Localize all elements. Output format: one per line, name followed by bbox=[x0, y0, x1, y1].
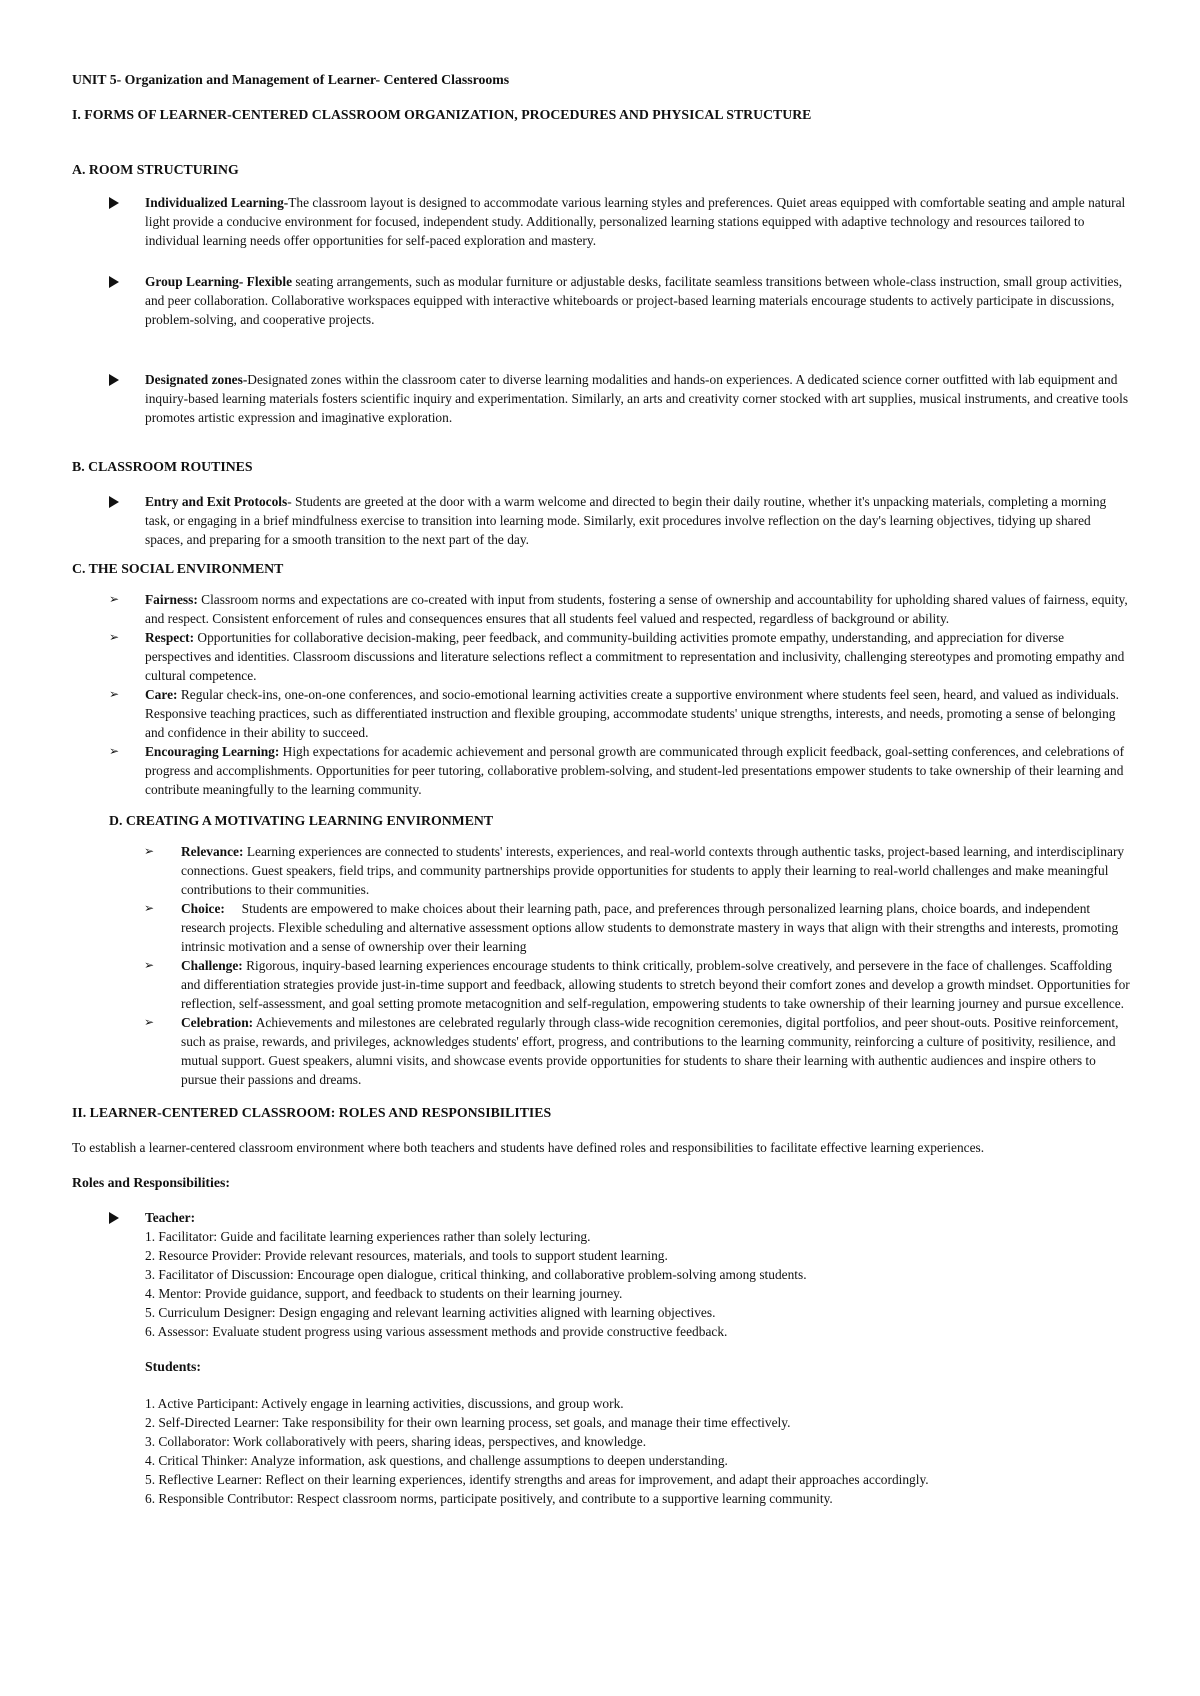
students-heading: Students: bbox=[145, 1359, 201, 1374]
bullet-term: Respect: bbox=[145, 630, 195, 645]
bullet-relevance bbox=[72, 842, 1130, 899]
bullet-fairness bbox=[72, 590, 1130, 628]
bullet-term: Challenge: bbox=[181, 958, 243, 973]
bullet-text: Students are empowered to make choices about their learning path, pace, and preferences through personalized learning plans, choice boards, and independent research projects. Flexible scheduling and alternative assessment options allow students to demonstrate mastery in ways that align with their strengths and interests, promoting intrinsic motivation and a sense of ownership over their learning bbox=[181, 901, 1122, 954]
section-a-title: A. ROOM STRUCTURING bbox=[72, 162, 239, 177]
section-b-title: B. CLASSROOM ROUTINES bbox=[72, 459, 253, 474]
bullet-individualized-learning bbox=[72, 193, 1130, 250]
arrow-bullet-icon bbox=[109, 496, 119, 508]
bullet-term: Care: bbox=[145, 687, 178, 702]
list-item: 1. Facilitator: Guide and facilitate learning experiences rather than solely lecturing. bbox=[145, 1229, 591, 1244]
arrow-bullet-icon bbox=[109, 1212, 119, 1224]
chevron-bullet-icon: ➢ bbox=[109, 687, 120, 701]
list-item: 6. Assessor: Evaluate student progress using various assessment methods and provide constructive feedback. bbox=[145, 1324, 728, 1339]
bullet-term: Individualized Learning- bbox=[145, 195, 289, 210]
bullet-text: Learning experiences are connected to students' interests, experiences, and real-world contexts through authentic tasks, project-based learning, and interdisciplinary connections. Guest speakers, field trips, and community partnerships provide opportunities for students to apply their learning to real-world challenges and make meaningful contributions to their communities. bbox=[181, 844, 1125, 897]
bullet-text: - Students are greeted at the door with a warm welcome and directed to begin their daily routine, whether it's unpacking materials, completing a morning task, or engaging in a brief mindfulness exercise to transition into learning mode. Similarly, exit procedures involve reflection on the day's learning objectives, tidying up shared spaces, and preparing for a smooth transition to the next part of the day. bbox=[145, 494, 1107, 547]
section-d bbox=[72, 811, 1130, 1089]
section-c-title: C. THE SOCIAL ENVIRONMENT bbox=[72, 561, 284, 576]
bullet-challenge bbox=[72, 956, 1130, 1013]
bullet-term: Relevance: bbox=[181, 844, 244, 859]
bullet-text: Achievements and milestones are celebrated regularly through class-wide recognition ceremonies, digital portfolios, and peer shout-outs. Positive reinforcement, such as praise, rewards, and privileges, acknowledges students' effort, progress, and contributions to the learning community, reinforcing a culture of positivity, resilience, and mutual support. Guest speakers, alumni visits, and showcase events provide opportunities for students to share their learning with authentic audiences and inspire others to pursue their passions and dreams. bbox=[181, 1015, 1119, 1087]
chevron-bullet-icon: ➢ bbox=[144, 1015, 155, 1029]
bullet-term: Encouraging Learning: bbox=[145, 744, 280, 759]
section-2-intro: To establish a learner-centered classroom environment where both teachers and students have defined roles and responsibilities to facilitate effective learning experiences. bbox=[72, 1140, 985, 1155]
chevron-bullet-icon: ➢ bbox=[109, 592, 120, 606]
bullet-text: seating arrangements, such as modular furniture or adjustable desks, facilitate seamless transitions between whole-class instruction, small group activities, and peer collaboration. Collaborative workspaces equipped with interactive whiteboards or project-based learning materials encourage students to actively participate in discussions, problem-solving, and cooperative projects. bbox=[145, 274, 1123, 327]
teacher-heading: Teacher: bbox=[145, 1210, 196, 1225]
bullet-entry-exit-protocols bbox=[72, 492, 1130, 549]
bullet-choice bbox=[72, 899, 1130, 956]
chevron-bullet-icon: ➢ bbox=[144, 901, 155, 915]
bullet-text: Classroom norms and expectations are co-created with input from students, fostering a sense of ownership and accountability for upholding shared values of fairness, equity, and respect. Consistent enforcement of rules and consequences ensures that all students feel valued and respected, regardless of background or ability. bbox=[145, 592, 1128, 626]
bullet-text: Opportunities for collaborative decision-making, peer feedback, and community-building activities promote empathy, understanding, and appreciation for diverse perspectives and identities. Classroom discussions and literature selections reflect a commitment to representation and inclusivity, challenging stereotypes and promoting empathy and cultural competence. bbox=[145, 630, 1125, 683]
bullet-term: Choice: bbox=[181, 901, 225, 916]
list-item: 2. Self-Directed Learner: Take responsibility for their own learning process, set goals, and manage their time effectively. bbox=[145, 1415, 791, 1430]
bullet-text: Designated zones within the classroom cater to diverse learning modalities and hands-on experiences. A dedicated science corner outfitted with lab equipment and inquiry-based learning materials fosters scientific inquiry and experimentation. Similarly, an arts and creativity corner stocked with art supplies, musical instruments, and creative tools promotes artistic expression and imaginative exploration. bbox=[145, 372, 1129, 425]
document-page bbox=[72, 70, 1130, 1508]
arrow-bullet-icon bbox=[109, 276, 119, 288]
bullet-encouraging-learning bbox=[72, 742, 1130, 799]
list-item: 3. Collaborator: Work collaboratively with peers, sharing ideas, perspectives, and knowledge. bbox=[145, 1434, 647, 1449]
bullet-text: The classroom layout is designed to accommodate various learning styles and preferences. Quiet areas equipped with comfortable seating and ample natural light provide a conducive environment for focused, independent study. Additionally, personalized learning stations equipped with adaptive technology and resources tailored to individual learning needs offer opportunities for self-paced exploration and mastery. bbox=[145, 195, 1126, 248]
bullet-designated-zones bbox=[72, 370, 1130, 427]
list-item: 3. Facilitator of Discussion: Encourage open dialogue, critical thinking, and collaborative problem-solving among students. bbox=[145, 1267, 807, 1282]
unit-title: UNIT 5- Organization and Management of Learner- Centered Classrooms bbox=[72, 72, 510, 87]
arrow-bullet-icon bbox=[109, 197, 119, 209]
section-d-title: D. CREATING A MOTIVATING LEARNING ENVIRONMENT bbox=[109, 813, 494, 828]
bullet-term: Entry and Exit Protocols bbox=[145, 494, 288, 509]
bullet-text: Regular check-ins, one-on-one conferences, and socio-emotional learning activities create a supportive environment where students feel seen, heard, and valued as individuals. Responsive teaching practices, such as differentiated instruction and flexible grouping, accommodate students' unique strengths, interests, and needs, promoting a sense of belonging and confidence in their ability to succeed. bbox=[145, 687, 1119, 740]
list-item: 5. Curriculum Designer: Design engaging and relevant learning activities aligned with learning objectives. bbox=[145, 1305, 716, 1320]
bullet-term: Fairness: bbox=[145, 592, 198, 607]
chevron-bullet-icon: ➢ bbox=[109, 744, 120, 758]
list-item: 1. Active Participant: Actively engage in learning activities, discussions, and group work. bbox=[145, 1396, 624, 1411]
chevron-bullet-icon: ➢ bbox=[109, 630, 120, 644]
students-list bbox=[72, 1394, 1130, 1508]
section-2-title: II. LEARNER-CENTERED CLASSROOM: ROLES AND RESPONSIBILITIES bbox=[72, 1105, 552, 1120]
bullet-term: Celebration: bbox=[181, 1015, 254, 1030]
bullet-care bbox=[72, 685, 1130, 742]
list-item: 4. Mentor: Provide guidance, support, and feedback to students on their learning journey. bbox=[145, 1286, 623, 1301]
chevron-bullet-icon: ➢ bbox=[144, 958, 155, 972]
list-item: 6. Responsible Contributor: Respect classroom norms, participate positively, and contribute to a supportive learning community. bbox=[145, 1491, 833, 1506]
roles-heading: Roles and Responsibilities: bbox=[72, 1175, 230, 1190]
list-item: 4. Critical Thinker: Analyze information, ask questions, and challenge assumptions to deepen understanding. bbox=[145, 1453, 728, 1468]
section-1-title: I. FORMS OF LEARNER-CENTERED CLASSROOM ORGANIZATION, PROCEDURES AND PHYSICAL STRUCTURE bbox=[72, 107, 812, 122]
arrow-bullet-icon bbox=[109, 374, 119, 386]
bullet-group-learning bbox=[72, 272, 1130, 329]
bullet-celebration bbox=[72, 1013, 1130, 1089]
bullet-text: Rigorous, inquiry-based learning experiences encourage students to think critically, problem-solve creatively, and persevere in the face of challenges. Scaffolding and differentiation strategies provide just-in-time support and feedback, allowing students to stretch beyond their comfort zones and develop a growth mindset. Opportunities for reflection, self-assessment, and goal setting promote metacognition and self-regulation, empowering students to take ownership of their learning journey and pursue excellence. bbox=[181, 958, 1130, 1011]
list-item: 5. Reflective Learner: Reflect on their learning experiences, identify strengths and areas for improvement, and adapt their approaches accordingly. bbox=[145, 1472, 929, 1487]
list-item: 2. Resource Provider: Provide relevant resources, materials, and tools to support student learning. bbox=[145, 1248, 668, 1263]
teacher-list bbox=[72, 1227, 1130, 1341]
chevron-bullet-icon: ➢ bbox=[144, 844, 155, 858]
bullet-text: High expectations for academic achievement and personal growth are communicated through explicit feedback, goal-setting conferences, and celebrations of progress and accomplishments. Opportunities for peer tutoring, collaborative problem-solving, and student-led presentations empower students to take ownership of their learning and contribute meaningfully to the learning community. bbox=[145, 744, 1125, 797]
bullet-term: Designated zones- bbox=[145, 372, 248, 387]
bullet-term: Group Learning- Flexible bbox=[145, 274, 293, 289]
teacher-heading-row bbox=[72, 1208, 1130, 1227]
bullet-respect bbox=[72, 628, 1130, 685]
